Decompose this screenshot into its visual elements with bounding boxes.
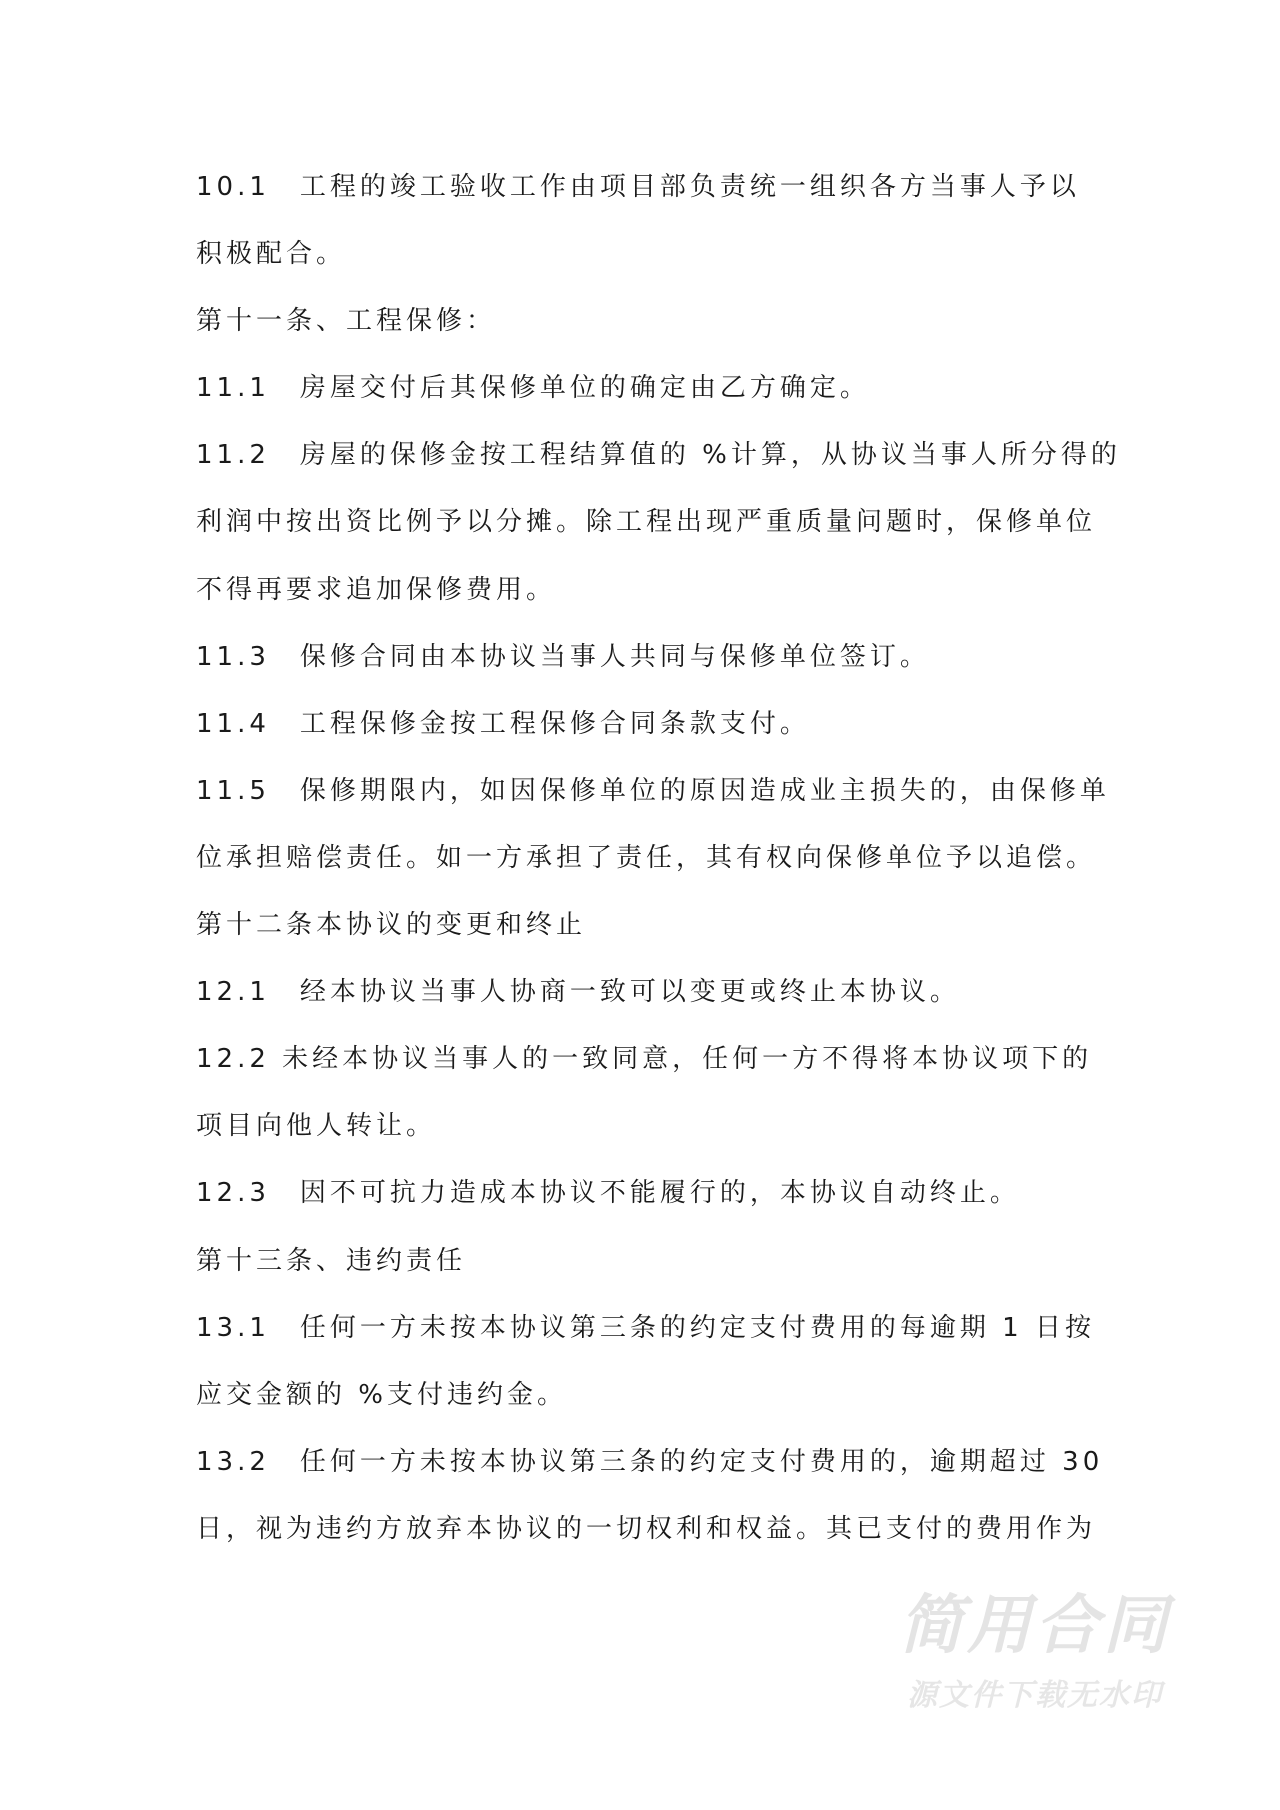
clause-11-5-line-2: 位承担赔偿责任。如一方承担了责任，其有权向保修单位予以追偿。 xyxy=(196,842,1097,873)
article-12-heading: 第十二条本协议的变更和终止 xyxy=(196,910,587,941)
clause-10-1-line-2: 积极配合。 xyxy=(196,239,347,270)
clause-11-2-line-3: 不得再要求追加保修费用。 xyxy=(196,574,557,605)
clause-11-3: 11.3 保修合同由本协议当事人共同与保修单位签订。 xyxy=(196,641,930,672)
clause-12-3: 12.3 因不可抗力造成本协议不能履行的，本协议自动终止。 xyxy=(196,1178,1020,1209)
clause-12-1: 12.1 经本协议当事人协商一致可以变更或终止本协议。 xyxy=(196,977,960,1008)
watermark-logo-text: 简用合同 xyxy=(899,1589,1171,1663)
clause-11-2-line-2: 利润中按出资比例予以分摊。除工程出现严重质量问题时，保修单位 xyxy=(196,507,1097,538)
clause-11-5-line-1: 11.5 保修期限内，如因保修单位的原因造成业主损失的，由保修单 xyxy=(196,775,1110,806)
clause-12-2-line-2: 项目向他人转让。 xyxy=(196,1111,437,1142)
clause-13-2-line-1: 13.2 任何一方未按本协议第三条的约定支付费用的，逾期超过 30 xyxy=(196,1446,1104,1477)
article-11-heading: 第十一条、工程保修： xyxy=(196,306,497,337)
watermark xyxy=(880,1590,1190,1716)
watermark-tagline: 源文件下载无水印 xyxy=(907,1678,1163,1713)
clause-13-2-line-2: 日，视为违约方放弃本协议的一切权利和权益。其已支付的费用作为 xyxy=(196,1513,1097,1544)
document-body xyxy=(196,154,1121,1563)
clause-11-4: 11.4 工程保修金按工程保修合同条款支付。 xyxy=(196,708,810,739)
clause-11-2-line-1: 11.2 房屋的保修金按工程结算值的 %计算，从协议当事人所分得的 xyxy=(196,440,1121,471)
article-13-heading: 第十三条、违约责任 xyxy=(196,1245,467,1276)
clause-11-1: 11.1 房屋交付后其保修单位的确定由乙方确定。 xyxy=(196,373,870,404)
clause-12-2-line-1: 12.2 未经本协议当事人的一致同意，任何一方不得将本协议项下的 xyxy=(196,1044,1093,1075)
clause-10-1-line-1: 10.1 工程的竣工验收工作由项目部负责统一组织各方当事人予以 xyxy=(196,172,1080,202)
clause-13-1-line-1: 13.1 任何一方未按本协议第三条的约定支付费用的每逾期 1 日按 xyxy=(196,1312,1095,1343)
clause-13-1-line-2: 应交金额的 %支付违约金。 xyxy=(196,1379,567,1410)
